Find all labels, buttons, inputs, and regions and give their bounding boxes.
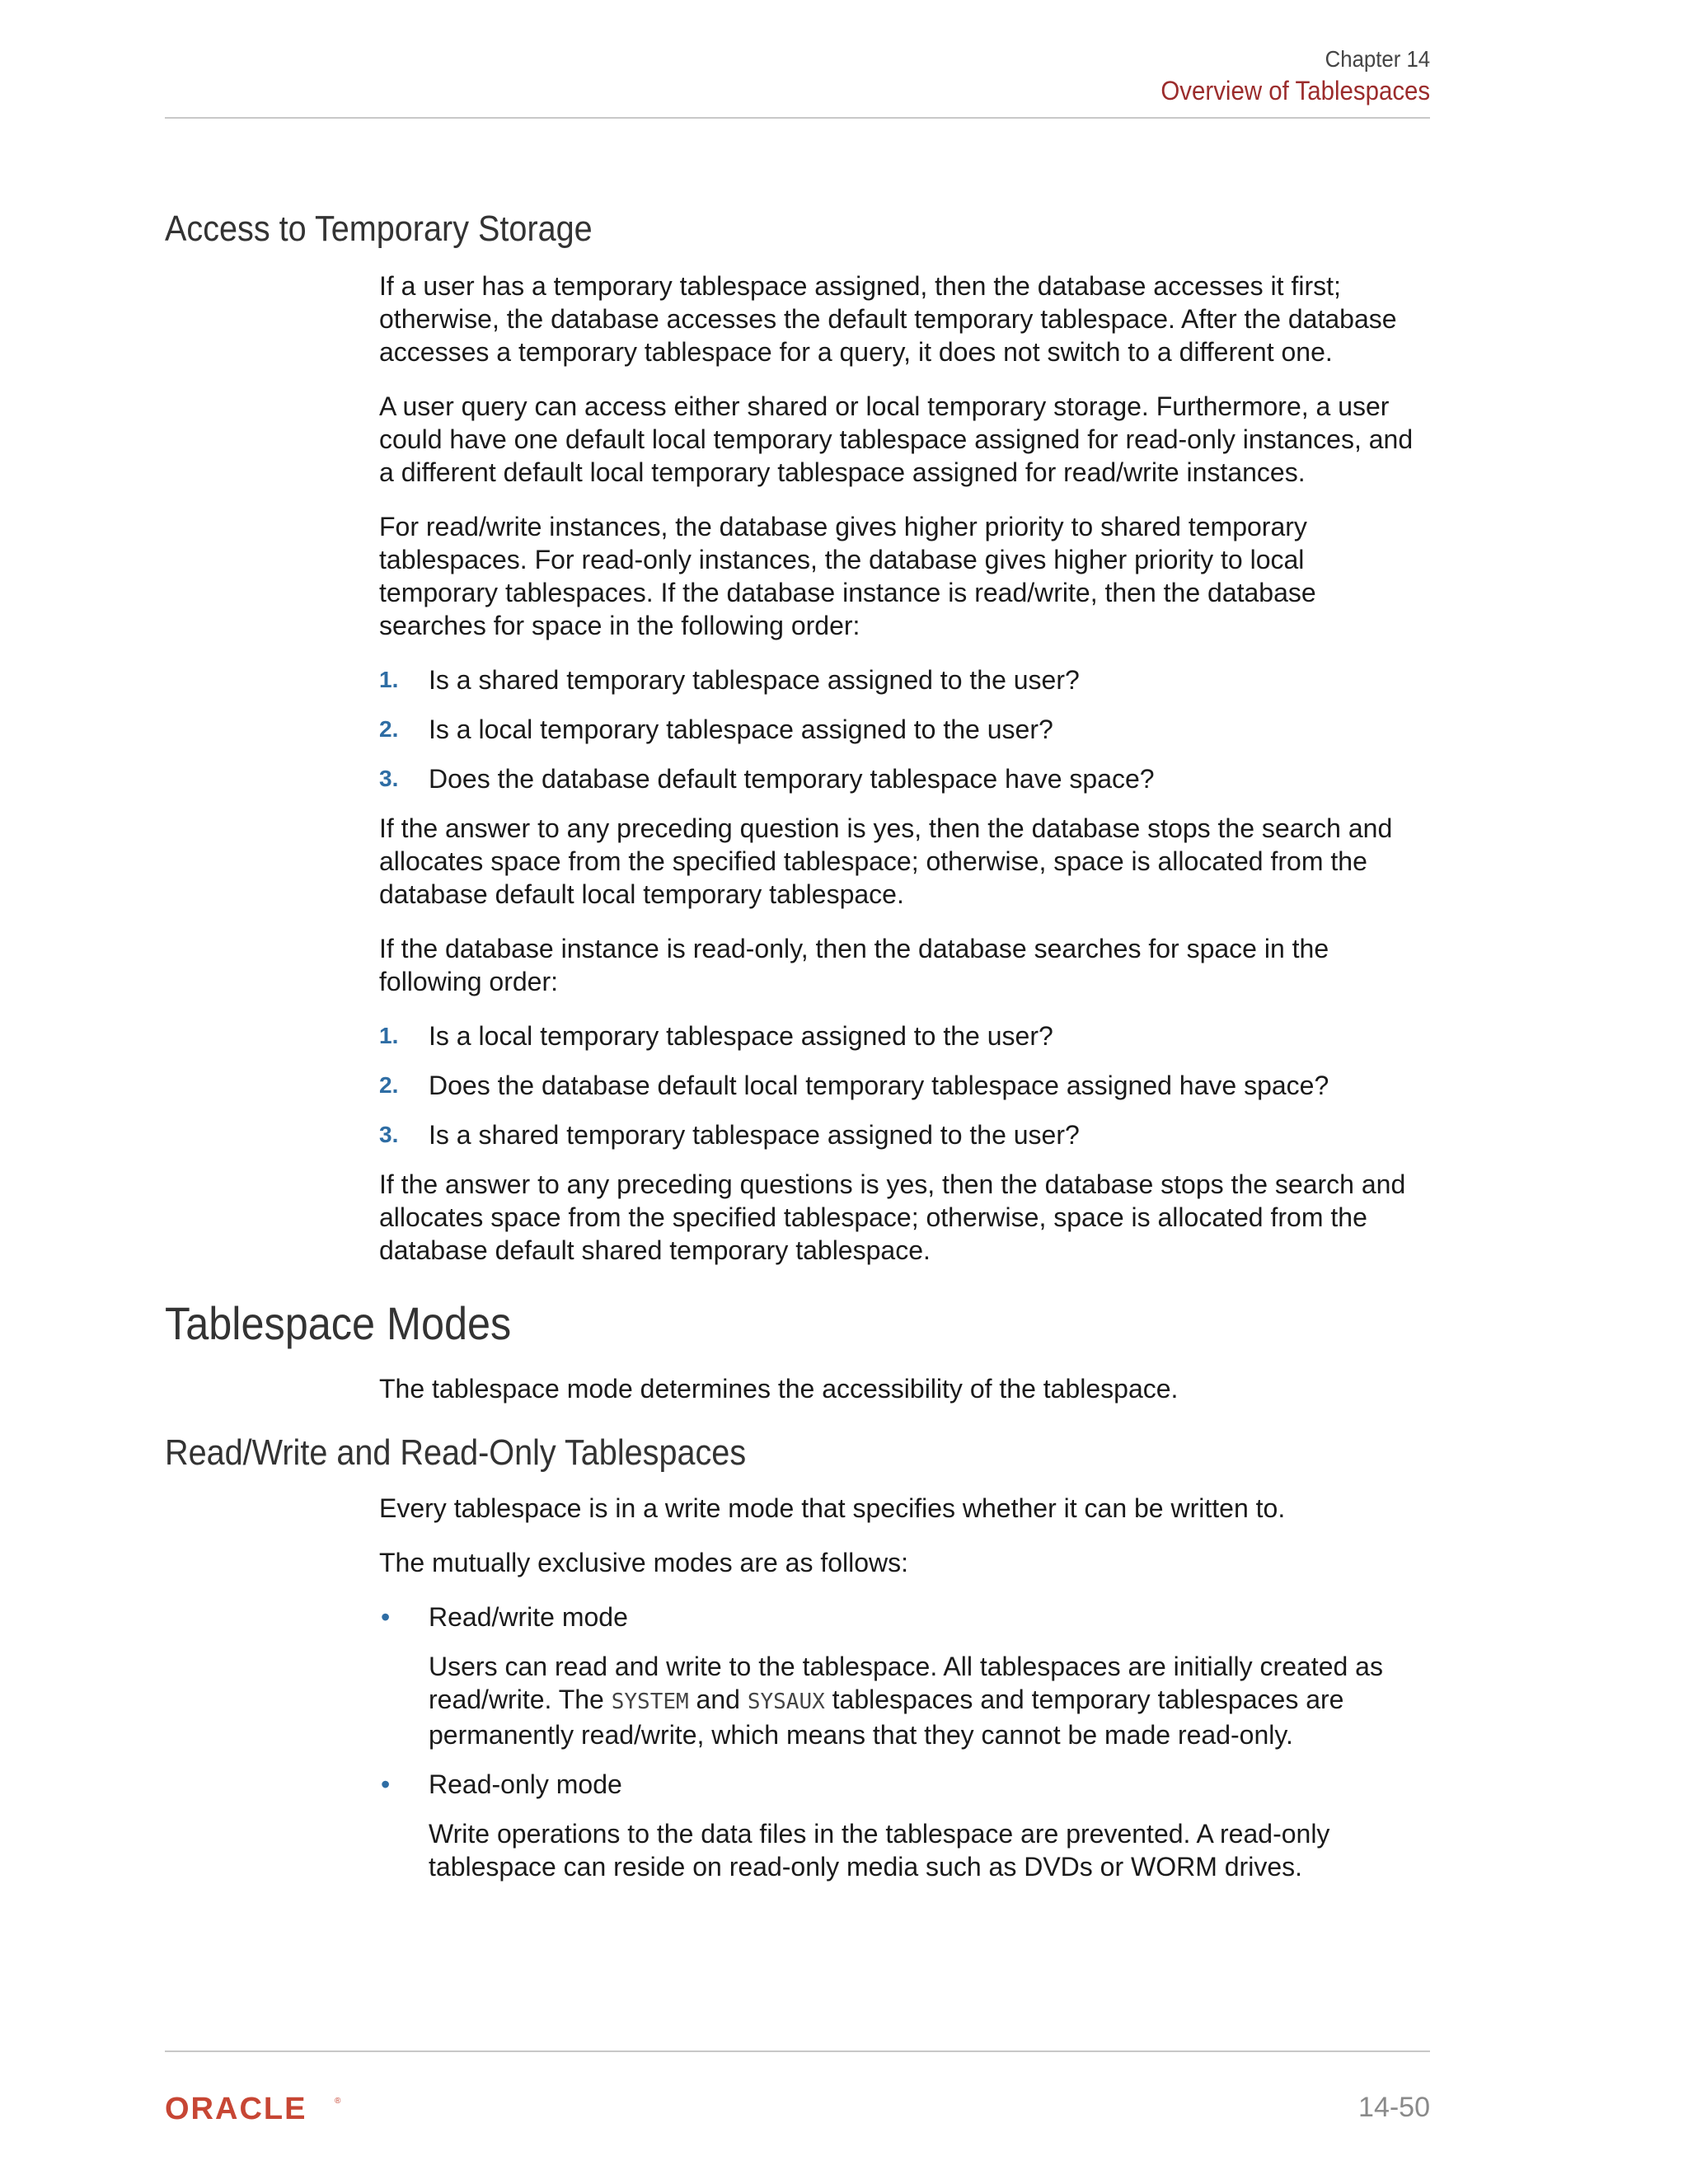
section-heading-temporary-storage: Access to Temporary Storage xyxy=(165,209,593,249)
read-only-search-order-list xyxy=(379,1019,1430,1151)
paragraph: The mutually exclusive modes are as follows: xyxy=(379,1548,909,1577)
page-number: 14-50 xyxy=(1358,2092,1430,2123)
list-item xyxy=(379,1019,1430,1052)
list-number: 1. xyxy=(379,1023,399,1048)
description-text: tablespaces and temporary tablespaces are permanently read/write, which means that they cannot be made read-only. xyxy=(429,1685,1344,1750)
list-number: 2. xyxy=(379,1072,399,1098)
paragraph: If the database instance is read-only, then the database searches for space in the following order: xyxy=(379,934,1329,996)
list-item-text: Does the database default local temporary tablespace assigned have space? xyxy=(429,1071,1329,1100)
footer-rule xyxy=(165,2050,1430,2052)
list-item-text: Does the database default temporary tablespace have space? xyxy=(429,764,1155,794)
logo-wordmark: ORACLE xyxy=(165,2093,307,2123)
registered-mark-icon: ® xyxy=(335,2097,341,2106)
list-item xyxy=(379,713,1430,746)
list-item xyxy=(379,1118,1430,1151)
list-item xyxy=(379,762,1430,795)
section-body-read-write-read-only xyxy=(379,1492,1430,1883)
oracle-logo xyxy=(165,2093,346,2127)
read-write-search-order-list xyxy=(379,663,1430,795)
oracle-logo-icon xyxy=(165,2093,346,2123)
chapter-label: Chapter 14 xyxy=(1325,46,1430,72)
list-item-text: Is a shared temporary tablespace assigned to the user? xyxy=(429,1120,1080,1150)
list-item-read-write-mode xyxy=(379,1601,1430,1751)
list-item xyxy=(379,1069,1430,1102)
section-heading-tablespace-modes: Tablespace Modes xyxy=(165,1297,512,1349)
paragraph: Every tablespace is in a write mode that specifies whether it can be written to. xyxy=(379,1493,1286,1523)
list-item-text: Is a local temporary tablespace assigned to the user? xyxy=(429,715,1053,744)
list-number: 2. xyxy=(379,716,399,742)
page-content xyxy=(165,206,1430,1900)
section-body-tablespace-modes xyxy=(379,1372,1430,1405)
paragraph: The tablespace mode determines the accessibility of the tablespace. xyxy=(379,1374,1179,1404)
section-body-temporary-storage xyxy=(379,269,1430,1267)
list-number: 3. xyxy=(379,766,399,791)
paragraph: If a user has a temporary tablespace assigned, then the database accesses it first; otherwise, the database accesses the default temporary tablespace. After the database accesses a temporary tablespace for a query, it does not switch to a different one. xyxy=(379,271,1397,367)
mode-description xyxy=(429,1650,1430,1751)
list-number: 3. xyxy=(379,1122,399,1147)
section-heading-read-write-read-only: Read/Write and Read-Only Tablespaces xyxy=(165,1432,747,1473)
code-system: SYSTEM xyxy=(611,1690,689,1714)
modes-list xyxy=(379,1601,1430,1883)
description-text: and xyxy=(688,1685,748,1714)
description-text: Users can read and write to the tablespace. All tablespaces are initially created as read/write. The xyxy=(429,1652,1383,1714)
paragraph: A user query can access either shared or local temporary storage. Furthermore, a user could have one default local temporary tablespace assigned for read-only instances, and a different default local temporary tablespace assigned for read/write instances. xyxy=(379,391,1414,487)
list-item-text: Is a local temporary tablespace assigned to the user? xyxy=(429,1021,1053,1051)
chapter-title: Overview of Tablespaces xyxy=(1160,76,1430,106)
paragraph: If the answer to any preceding questions is yes, then the database stops the search and allocates space from the specified tablespace; otherwise, space is allocated from the database default shared temporary tablespace. xyxy=(379,1169,1406,1265)
bullet-icon: • xyxy=(381,1602,391,1632)
mode-title: Read/write mode xyxy=(429,1602,628,1632)
list-number: 1. xyxy=(379,667,399,692)
code-sysaux: SYSAUX xyxy=(747,1690,825,1714)
mode-description: Write operations to the data files in the tablespace are prevented. A read-only tablespace can reside on read-only media such as DVDs or WORM drives. xyxy=(429,1819,1330,1882)
list-item-read-only-mode xyxy=(379,1768,1430,1883)
running-header xyxy=(1137,45,1430,109)
paragraph: If the answer to any preceding question is yes, then the database stops the search and allocates space from the specified tablespace; otherwise, space is allocated from the database default local temporary tablespace. xyxy=(379,813,1393,909)
list-item-text: Is a shared temporary tablespace assigned to the user? xyxy=(429,665,1080,695)
bullet-icon: • xyxy=(381,1769,391,1799)
mode-title: Read-only mode xyxy=(429,1769,622,1799)
paragraph: For read/write instances, the database gives higher priority to shared temporary tablespaces. For read-only instances, the database gives higher priority to local temporary tablespaces. If the database instance is read/write, then the database searches for space in the following order: xyxy=(379,512,1316,640)
list-item xyxy=(379,663,1430,696)
header-rule xyxy=(165,117,1430,119)
